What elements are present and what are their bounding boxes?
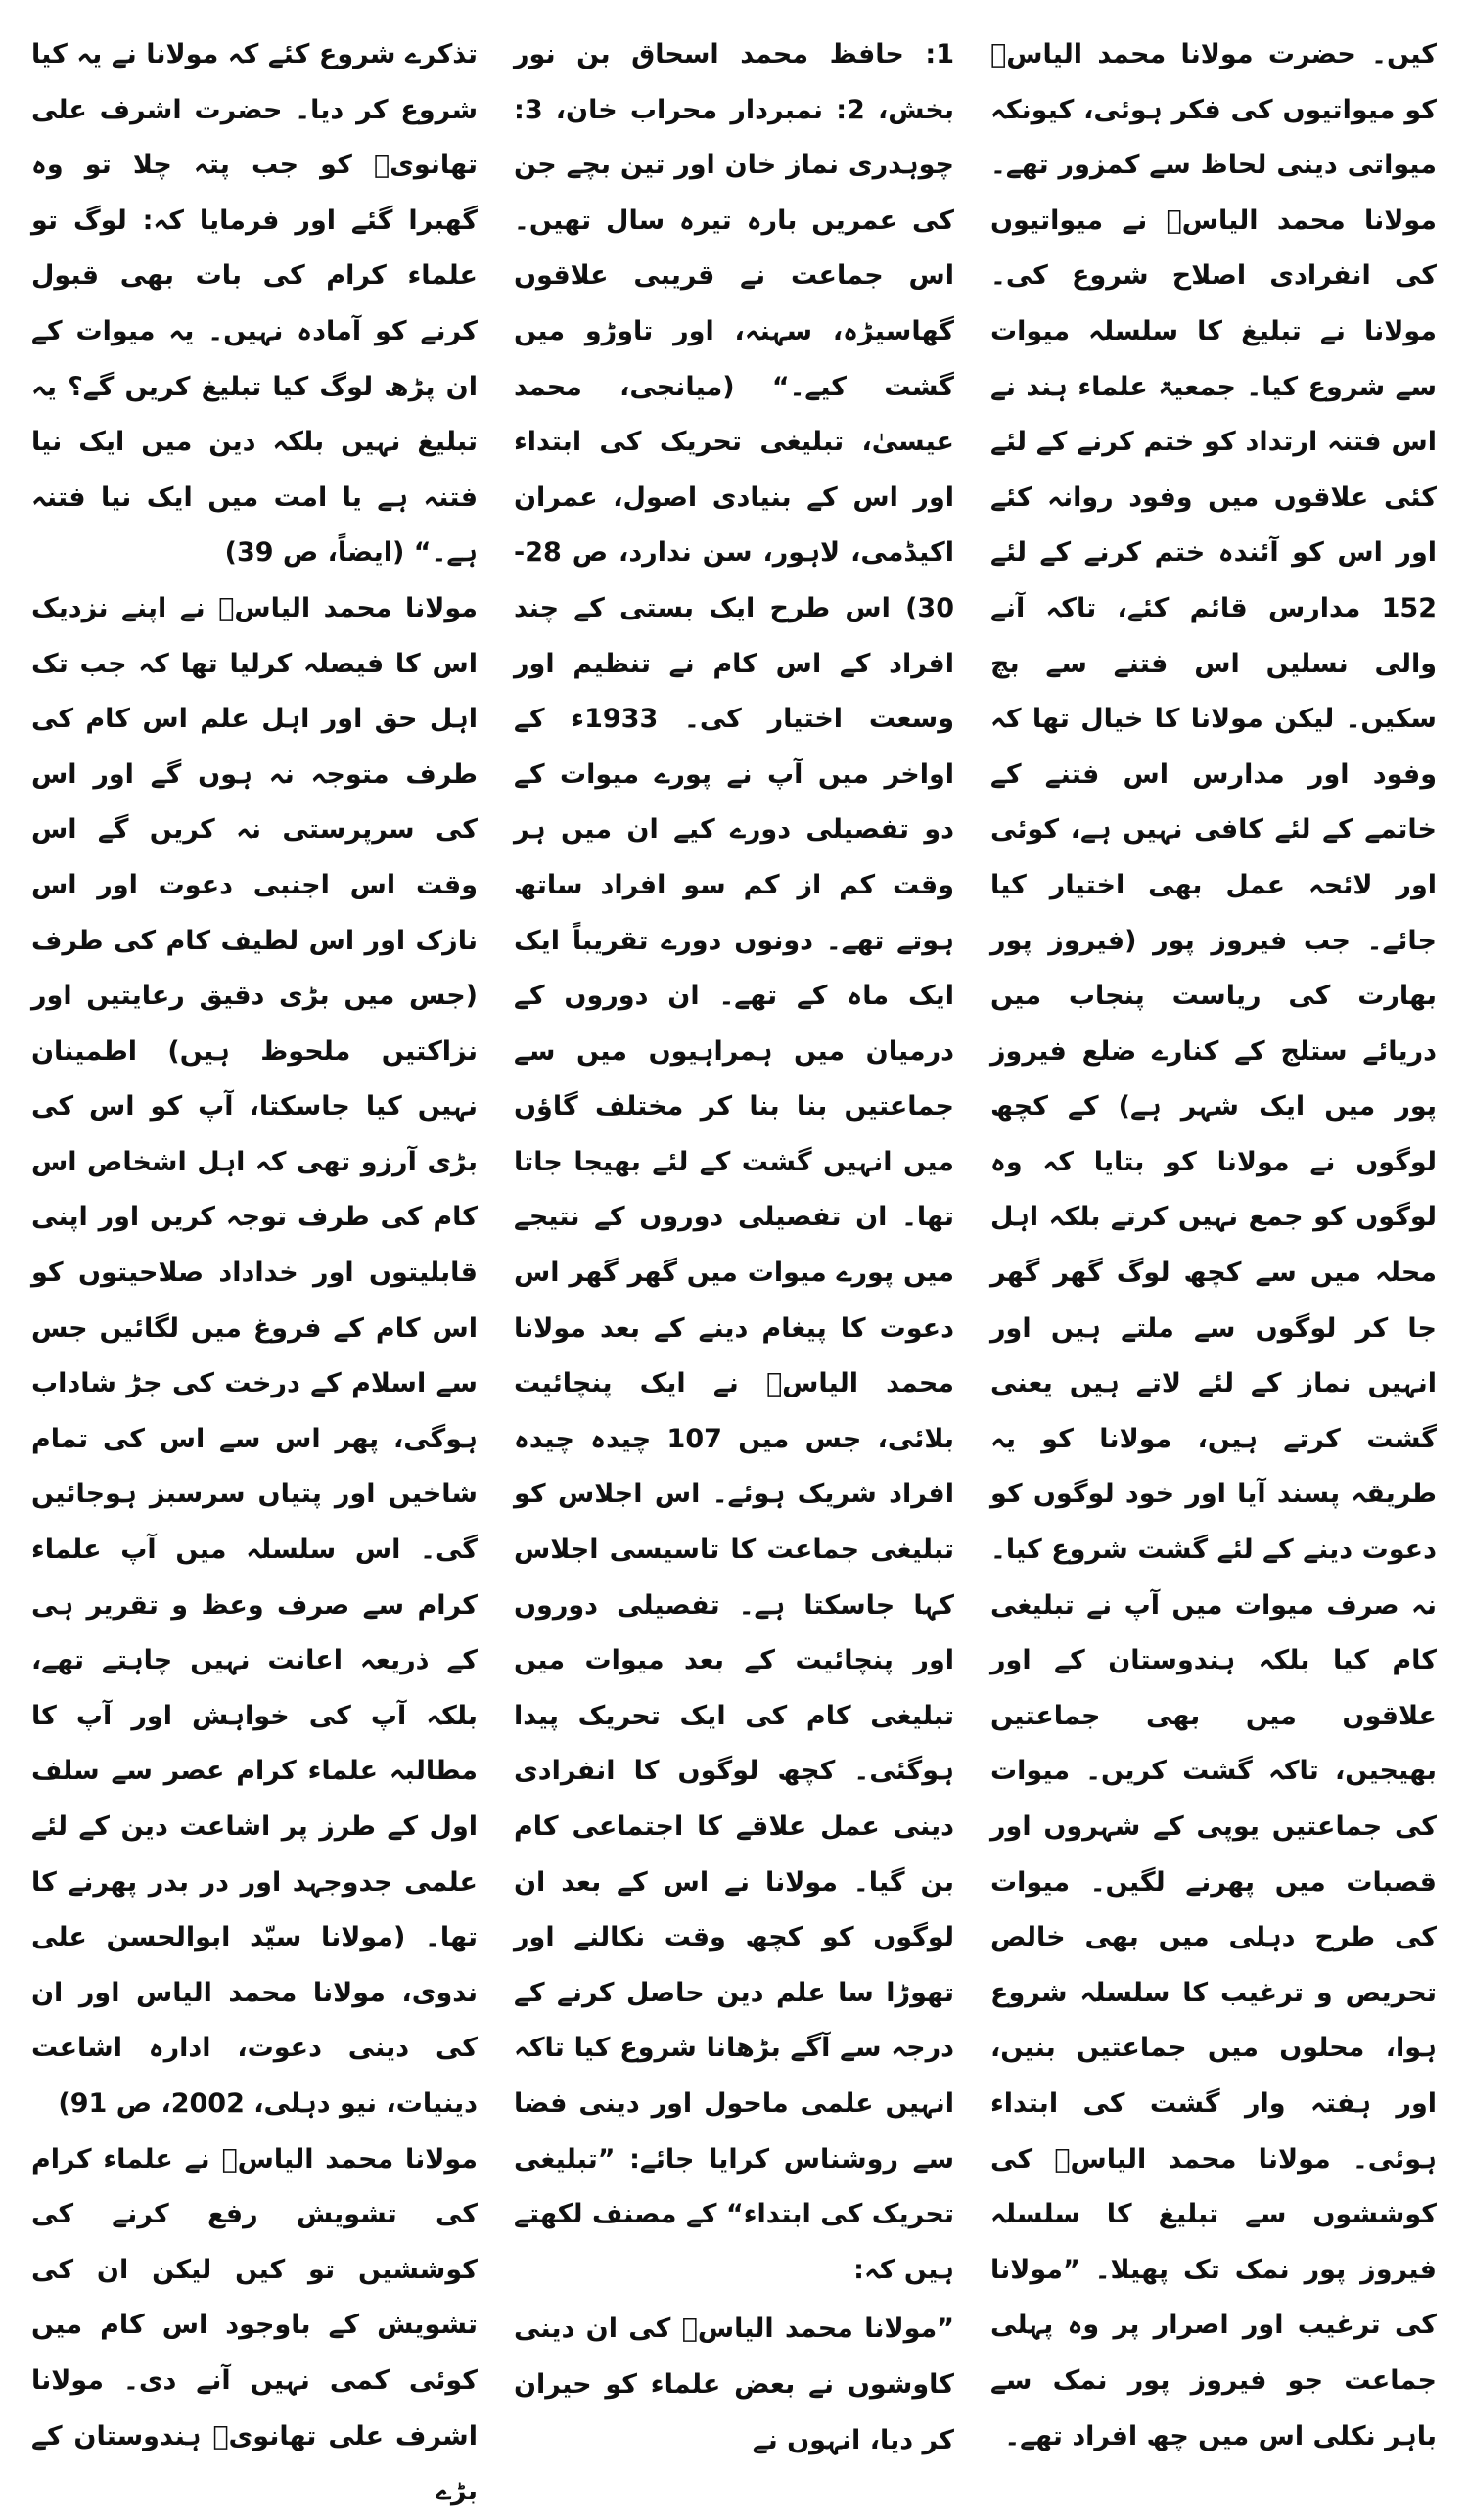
quote-paragraph: ”مولانا محمد الیاسؒ کی ان دینی کاوشوں نے بعض علماء کو حیران کر دیا، انہوں نے — [514, 2314, 954, 2455]
column-middle — [508, 27, 960, 2455]
paragraph: مولانا محمد الیاسؒ نے اپنے نزدیک اس کا فیصلہ کرلیا تھا کہ جب تک اہل حق اور اہل علم اس کام کی طرف متوجہ نہ ہوں گے اور اس کی سرپرستی نہ کریں گے اس وقت اس اجنبی دعوت اور اس نازک اور اس لطیف کام کی طرف (جس میں بڑی دقیق رعایتیں اور نزاکتیں ملحوظ ہیں) اطمینان نہیں کیا جاسکتا، آپ کو اس کی بڑی آرزو تھی کہ اہل اشخاص اس کام کی طرف توجہ کریں اور اپنی قابلیتوں اور خداداد صلاحیتوں کو اس کام کے فروغ میں لگائیں جس سے اسلام کے درخت کی جڑ شاداب ہوگی، پھر اس سے اس کی تمام شاخیں اور پتیاں سرسبز ہوجائیں گی۔ اس سلسلہ میں آپ علماء کرام سے صرف وعظ و تقریر ہی کے ذریعہ اعانت نہیں چاہتے تھے، بلکہ آپ کی خواہش اور آپ کا مطالبہ علماء کرام عصر سے سلف اول کے طرز پر اشاعت دین کے لئے علمی جدوجہد اور در بدر پھرنے کا تھا۔ (مولانا سیّد ابوالحسن علی ندوی، مولانا محمد الیاس اور ان کی دینی دعوت، ادارہ اشاعت دینیات، نیو دہلی، 2002، ص 91) — [31, 592, 478, 2119]
column-left — [25, 27, 478, 2507]
paragraph: تذکرے شروع کئے کہ مولانا نے یہ کیا شروع کر دیا۔ حضرت اشرف علی تھانویؒ کو جب پتہ چلا تو وہ گھبرا گئے اور فرمایا کہ: لوگ تو علماء کرام کی بات بھی قبول کرنے کو آمادہ نہیں۔ یہ میوات کے ان پڑھ لوگ کیا تبلیغ کریں گے؟ یہ تبلیغ نہیں بلکہ دین میں ایک نیا فتنہ ہے یا امت میں ایک نیا فتنہ ہے۔“ (ایضاً، ص 39) — [31, 39, 478, 569]
paragraph: 1: حافظ محمد اسحاق بن نور بخش، 2: نمبردار محراب خان، 3: چوہدری نماز خان اور تین بچے جن کی عمریں بارہ تیرہ سال تھیں۔ اس جماعت نے قریبی علاقوں گھاسیڑہ، سہنہ، اور تاوڑو میں گشت کیے۔“ (میانجی، محمد عیسیٰ، تبلیغی تحریک کی ابتداء اور اس کے بنیادی اصول، عمران اکیڈمی، لاہور، سن ندارد، ص 28-30) اس طرح ایک بستی کے چند افراد کے اس کام نے تنظیم اور وسعت اختیار کی۔ 1933ء کے اواخر میں آپ نے پورے میوات کے دو تفصیلی دورے کیے ان میں ہر وقت کم از کم سو افراد ساتھ ہوتے تھے۔ دونوں دورے تقریباً ایک ایک ماہ کے تھے۔ ان دوروں کے درمیان میں ہمراہیوں میں سے جماعتیں بنا بنا کر مختلف گاؤں میں انہیں گشت کے لئے بھیجا جاتا تھا۔ ان تفصیلی دوروں کے نتیجے میں پورے میوات میں گھر گھر اس دعوت کا پیغام دینے کے بعد مولانا محمد الیاسؒ نے ایک پنچائیت بلائی، جس میں 107 چیدہ چیدہ افراد شریک ہوئے۔ اس اجلاس کو تبلیغی جماعت کا تاسیسی اجلاس کہا جاسکتا ہے۔ تفصیلی دوروں اور پنچائیت کے بعد میوات میں تبلیغی کام کی ایک تحریک پیدا ہوگئی۔ کچھ لوگوں کا انفرادی دینی عمل علاقے کا اجتماعی کام بن گیا۔ مولانا نے اس کے بعد ان لوگوں کو کچھ وقت نکالنے اور تھوڑا سا علم دین حاصل کرنے کے درجہ سے آگے بڑھانا شروع کیا تاکہ انہیں علمی ماحول اور دینی فضا سے روشناس کرایا جائے: ”تبلیغی تحریک کی ابتداء“ کے مصنف لکھتے ہیں کہ: — [514, 39, 955, 2285]
column-right — [990, 27, 1443, 2451]
paragraph: کیں۔ حضرت مولانا محمد الیاسؒ کو میواتیوں کی فکر ہوئی، کیونکہ میواتی دینی لحاظ سے کمزور تھے۔ مولانا محمد الیاسؒ نے میواتیوں کی انفرادی اصلاح شروع کی۔ مولانا نے تبلیغ کا سلسلہ میوات سے شروع کیا۔ جمعیۃ علماء ہند نے اس فتنہ ارتداد کو ختم کرنے کے لئے کئی علاقوں میں وفود روانہ کئے اور اس کو آئندہ ختم کرنے کے لئے 152 مدارس قائم کئے، تاکہ آنے والی نسلیں اس فتنے سے بچ سکیں۔ لیکن مولانا کا خیال تھا کہ وفود اور مدارس اس فتنے کے خاتمے کے لئے کافی نہیں ہے، کوئی اور لائحہ عمل بھی اختیار کیا جائے۔ جب فیروز پور (فیروز پور بھارت کی ریاست پنجاب میں دریائے ستلج کے کنارے ضلع فیروز پور میں ایک شہر ہے) کے کچھ لوگوں نے مولانا کو بتایا کہ وہ لوگوں کو جمع نہیں کرتے بلکہ اہل محلہ میں سے کچھ لوگ گھر گھر جا کر لوگوں سے ملتے ہیں اور انہیں نماز کے لئے لاتے ہیں یعنی گشت کرتے ہیں، مولانا کو یہ طریقہ پسند آیا اور خود لوگوں کو دعوت دینے کے لئے گشت شروع کیا۔ نہ صرف میوات میں آپ نے تبلیغی کام کیا بلکہ ہندوستان کے اور علاقوں میں بھی جماعتیں بھیجیں، تاکہ گشت کریں۔ میوات کی جماعتیں یوپی کے شہروں اور قصبات میں پھرنے لگیں۔ میوات کی طرح دہلی میں بھی خالص تحریص و ترغیب کا سلسلہ شروع ہوا، محلوں میں جماعتیں بنیں، اور ہفتہ وار گشت کی ابتداء ہوئی۔ مولانا محمد الیاسؒ کی کوششوں سے تبلیغ کا سلسلہ فیروز پور نمک تک پھیلا۔ ”مولانا کی ترغیب اور اصرار پر وہ پہلی جماعت جو فیروز پور نمک سے باہر نکلی اس میں چھ افراد تھے۔ — [990, 39, 1437, 2451]
paragraph: مولانا محمد الیاسؒ نے علماء کرام کی تشویش رفع کرنے کی کوششیں تو کیں لیکن ان کی تشویش کے باوجود اس کام میں کوئی کمی نہیں آنے دی۔ مولانا اشرف علی تھانویؒ ہندوستان کے بڑے — [31, 2143, 478, 2507]
text-columns — [25, 27, 1443, 2507]
